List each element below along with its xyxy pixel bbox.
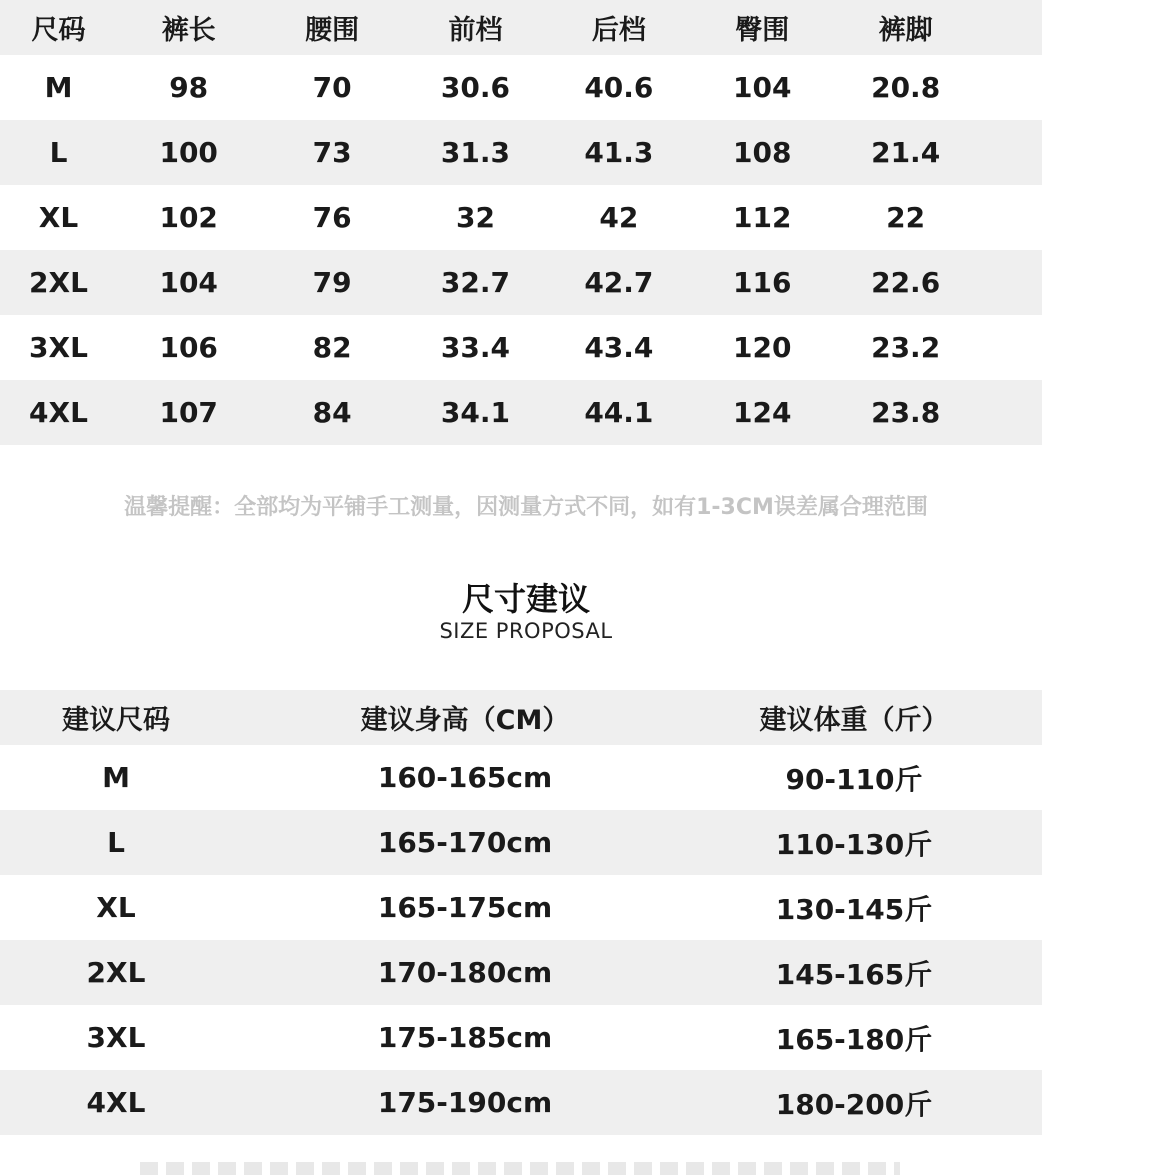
size-table <box>0 0 1042 445</box>
table-cell: 22 <box>886 201 926 234</box>
table-cell: 2XL <box>29 266 88 299</box>
table-cell: 84 <box>312 396 352 429</box>
table-cell: 20.8 <box>871 71 941 104</box>
proposal-table-header <box>0 690 1042 745</box>
table-cell: 130-145斤 <box>775 892 933 926</box>
table-cell: 107 <box>159 396 218 429</box>
table-cell: XL <box>96 891 136 924</box>
table-cell: 31.3 <box>440 136 511 169</box>
table-cell: 44.1 <box>584 396 654 429</box>
table-cell: 70 <box>312 71 352 104</box>
table-cell: 108 <box>733 136 792 169</box>
table-cell: 3XL <box>29 331 88 364</box>
table-row <box>0 875 1042 940</box>
header-suggested-weight: 建议体重（斤） <box>759 705 949 736</box>
table-cell: 98 <box>169 71 209 104</box>
table-cell: 30.6 <box>440 71 511 104</box>
table-cell: L <box>49 136 68 169</box>
table-cell: 112 <box>733 201 792 234</box>
table-cell: 32 <box>455 201 495 234</box>
table-cell: 175-190cm <box>377 1086 553 1119</box>
table-cell: 4XL <box>29 396 88 429</box>
table-cell: 42.7 <box>584 266 654 299</box>
table-cell: 90-110斤 <box>785 762 923 796</box>
header-leg-opening: 裤脚 <box>878 15 933 46</box>
table-row <box>0 120 1042 185</box>
table-cell: 170-180cm <box>377 956 553 989</box>
table-cell: 102 <box>159 201 218 234</box>
header-size: 尺码 <box>31 15 86 46</box>
size-table-header <box>0 0 1042 55</box>
table-row <box>0 810 1042 875</box>
table-cell: 73 <box>312 136 352 169</box>
table-cell: 165-175cm <box>377 891 553 924</box>
table-cell: M <box>44 71 73 104</box>
table-cell: 2XL <box>86 956 146 989</box>
table-row <box>0 1005 1042 1070</box>
table-cell: 104 <box>159 266 218 299</box>
table-row <box>0 940 1042 1005</box>
table-cell: 124 <box>733 396 792 429</box>
table-cell: 145-165斤 <box>775 957 933 991</box>
table-cell: 104 <box>733 71 792 104</box>
table-cell: 180-200斤 <box>775 1087 933 1121</box>
table-cell: 34.1 <box>440 396 511 429</box>
table-cell: 4XL <box>86 1086 146 1119</box>
table-row <box>0 380 1042 445</box>
table-cell: 21.4 <box>871 136 941 169</box>
table-cell: 42 <box>599 201 639 234</box>
table-cell: 32.7 <box>440 266 511 299</box>
table-cell: 22.6 <box>871 266 941 299</box>
table-row <box>0 1070 1042 1135</box>
table-cell: L <box>107 826 125 859</box>
table-row <box>0 745 1042 810</box>
table-cell: 43.4 <box>584 331 654 364</box>
table-row <box>0 250 1042 315</box>
proposal-title-en: SIZE PROPOSAL <box>439 619 613 643</box>
table-cell: 23.8 <box>871 396 941 429</box>
table-row <box>0 55 1042 120</box>
table-row <box>0 315 1042 380</box>
table-cell: 3XL <box>86 1021 146 1054</box>
proposal-title <box>0 580 1052 644</box>
measurement-notice: 温馨提醒：全部均为平铺手工测量，因测量方式不同，如有1-3CM误差属合理范围 <box>124 495 928 520</box>
table-cell: 40.6 <box>584 71 654 104</box>
header-suggested-height: 建议身高（CM） <box>360 705 570 736</box>
table-cell: 82 <box>312 331 352 364</box>
header-hip: 臀围 <box>735 15 790 46</box>
header-back-rise: 后档 <box>591 15 646 46</box>
cropped-text-fragment <box>140 1162 900 1175</box>
table-cell: 120 <box>733 331 792 364</box>
table-cell: M <box>102 761 130 794</box>
table-cell: 110-130斤 <box>775 827 933 861</box>
proposal-title-cn: 尺寸建议 <box>461 580 590 618</box>
table-cell: 33.4 <box>440 331 511 364</box>
table-cell: 41.3 <box>584 136 654 169</box>
table-cell: 116 <box>733 266 792 299</box>
header-suggested-size: 建议尺码 <box>62 705 170 736</box>
table-cell: 165-170cm <box>377 826 553 859</box>
table-cell: 100 <box>159 136 218 169</box>
table-cell: XL <box>38 201 79 234</box>
table-cell: 175-185cm <box>377 1021 553 1054</box>
table-cell: 106 <box>159 331 218 364</box>
table-cell: 165-180斤 <box>775 1022 933 1056</box>
header-length: 裤长 <box>161 15 216 46</box>
table-cell: 23.2 <box>871 331 941 364</box>
table-cell: 79 <box>312 266 352 299</box>
table-cell: 76 <box>312 201 352 234</box>
proposal-table <box>0 690 1042 1135</box>
table-cell: 160-165cm <box>377 761 553 794</box>
header-front-rise: 前档 <box>448 15 503 46</box>
header-waist: 腰围 <box>305 15 360 46</box>
table-row <box>0 185 1042 250</box>
